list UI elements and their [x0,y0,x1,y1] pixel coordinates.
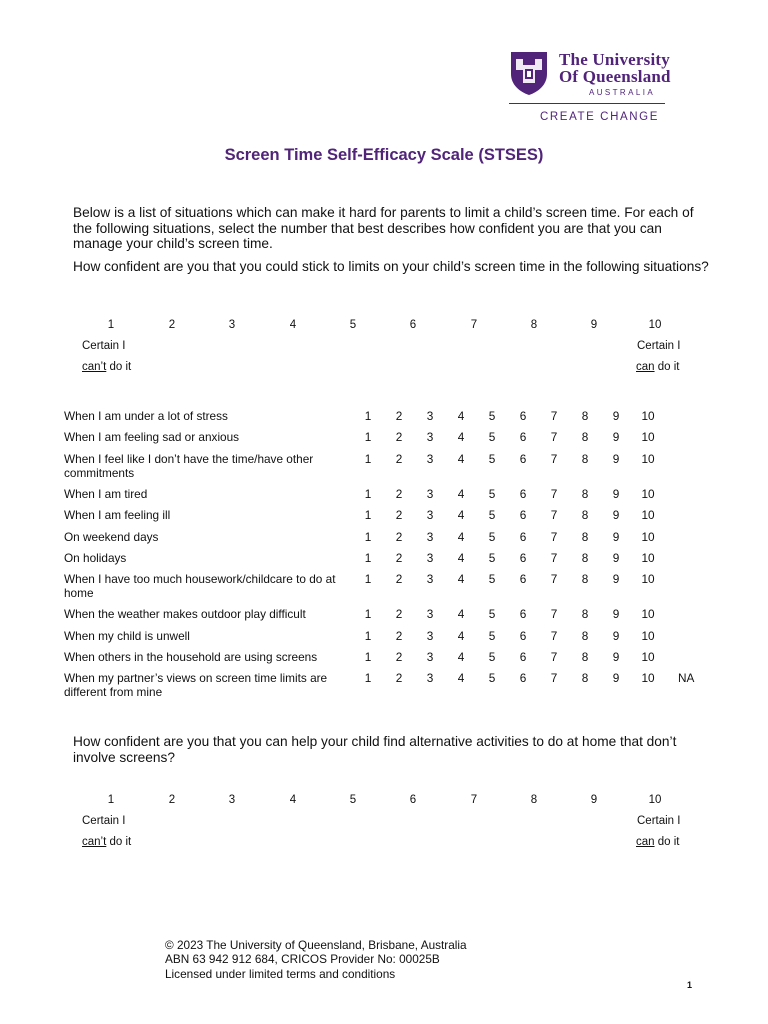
rating-option-8[interactable]: 8 [581,452,589,466]
rating-option-4[interactable]: 4 [457,607,465,621]
rating-option-1[interactable]: 1 [364,650,372,664]
rating-option-8[interactable]: 8 [581,487,589,501]
rating-option-9[interactable]: 9 [612,430,620,444]
rating-option-8[interactable]: 8 [581,430,589,444]
rating-option-9[interactable]: 9 [612,508,620,522]
scale2-number-9: 9 [590,794,598,806]
scale2-low-label-line2 [82,836,131,848]
rating-option-5[interactable]: 5 [488,409,496,423]
item-label: When I am feeling sad or anxious [64,430,240,444]
scale1-low-label-line2 [82,361,131,373]
rating-option-2[interactable]: 2 [395,452,403,466]
item-label: When I am under a lot of stress [64,409,228,423]
rating-option-5[interactable]: 5 [488,551,496,565]
scale1-number-7: 7 [470,319,478,331]
scale1-number-9: 9 [590,319,598,331]
rating-option-10[interactable]: 10 [641,530,655,544]
scale2-high-label-line1 [637,815,680,827]
scale2-number-4: 4 [289,794,297,806]
rating-option-3[interactable]: 3 [426,629,434,643]
rating-option-8[interactable]: 8 [581,409,589,423]
item-label: When the weather makes outdoor play difficult [64,607,306,621]
rating-option-8[interactable]: 8 [581,508,589,522]
scale1-low-label-line1 [82,340,125,352]
scale1-high-text: Certain I [637,340,681,352]
rating-option-4[interactable]: 4 [457,650,465,664]
item-label: On weekend days [64,530,159,544]
rating-option-7[interactable]: 7 [550,607,558,621]
rating-option-10[interactable]: 10 [641,671,655,685]
rating-option-9[interactable]: 9 [612,530,620,544]
scale2-number-5: 5 [349,794,357,806]
item-label: When my child is unwell [64,629,190,643]
intro-paragraph: Below is a list of situations which can make it hard for parents to limit a child’s screen time. For each of the following situations, select the number that best describes how confident you are that you can manage your child’s screen time. [73,205,694,252]
rating-option-1[interactable]: 1 [364,452,372,466]
rating-option-6[interactable]: 6 [519,629,527,643]
rating-option-1[interactable]: 1 [364,572,372,586]
rating-option-8[interactable]: 8 [581,607,589,621]
crest-icon [509,50,549,96]
rating-option-4[interactable]: 4 [457,452,465,466]
rating-option-8[interactable]: 8 [581,671,589,685]
item-label: When others in the household are using screens [64,650,318,664]
scale2-low-emphasis: can’t [82,836,107,848]
item-label: When I am feeling ill [64,508,171,522]
question-1: How confident are you that you could stick to limits on your child’s screen time in the following situations? [73,259,709,274]
rating-option-9[interactable]: 9 [612,551,620,565]
scale2-high-emphasis: can [636,836,655,848]
rating-option-6[interactable]: 6 [519,551,527,565]
rating-option-3[interactable]: 3 [426,551,434,565]
rating-option-6[interactable]: 6 [519,430,527,444]
rating-option-3[interactable]: 3 [426,409,434,423]
rating-option-1[interactable]: 1 [364,629,372,643]
scale2-high-rest: do it [654,836,680,848]
rating-option-2[interactable]: 2 [395,430,403,444]
rating-option-2[interactable]: 2 [395,607,403,621]
rating-option-5[interactable]: 5 [488,430,496,444]
rating-option-4[interactable]: 4 [457,430,465,444]
rating-option-6[interactable]: 6 [519,508,527,522]
rating-option-2[interactable]: 2 [395,508,403,522]
rating-option-1[interactable]: 1 [364,430,372,444]
logo-text-line1: The University [559,50,670,69]
rating-option-9[interactable]: 9 [612,607,620,621]
rating-option-3[interactable]: 3 [426,430,434,444]
item-label: On holidays [64,551,127,565]
rating-option-4[interactable]: 4 [457,409,465,423]
rating-option-9[interactable]: 9 [612,409,620,423]
rating-option-8[interactable]: 8 [581,551,589,565]
rating-option-2[interactable]: 2 [395,572,403,586]
rating-option-10[interactable]: 10 [641,650,655,664]
scale2-low-rest: do it [106,836,132,848]
scale2-number-10: 10 [648,794,662,806]
item-label: When my partner’s views on screen time limits are different from mine [64,671,328,699]
rating-option-3[interactable]: 3 [426,572,434,586]
rating-option-8[interactable]: 8 [581,530,589,544]
rating-option-8[interactable]: 8 [581,650,589,664]
rating-option-7[interactable]: 7 [550,487,558,501]
rating-option-2[interactable]: 2 [395,671,403,685]
rating-option-5[interactable]: 5 [488,650,496,664]
rating-option-10[interactable]: 10 [641,572,655,586]
logo-country: AUSTRALIA [589,88,656,97]
rating-option-5[interactable]: 5 [488,572,496,586]
rating-option-7[interactable]: 7 [550,409,558,423]
scale2-number-1: 1 [107,794,115,806]
scale1-low-rest: do it [106,361,132,373]
footer-copyright: © 2023 The University of Queensland, Brisbane, Australia [165,938,467,952]
scale1-high-label-line2 [636,361,679,373]
rating-option-5[interactable]: 5 [488,508,496,522]
rating-option-9[interactable]: 9 [612,671,620,685]
rating-option-10[interactable]: 10 [641,487,655,501]
rating-option-5[interactable]: 5 [488,607,496,621]
item-label: When I am tired [64,487,148,501]
rating-option-7[interactable]: 7 [550,629,558,643]
rating-option-9[interactable]: 9 [612,650,620,664]
rating-option-10[interactable]: 10 [641,629,655,643]
rating-option-6[interactable]: 6 [519,572,527,586]
scale2-high-text: Certain I [637,815,681,827]
rating-option-2[interactable]: 2 [395,409,403,423]
rating-option-5[interactable]: 5 [488,671,496,685]
rating-option-1[interactable]: 1 [364,607,372,621]
scale2-low-text: Certain I [82,815,126,827]
rating-option-10[interactable]: 10 [641,551,655,565]
rating-option-3[interactable]: 3 [426,508,434,522]
scale1-low-emphasis: can’t [82,361,107,373]
rating-option-3[interactable]: 3 [426,607,434,621]
rating-option-5[interactable]: 5 [488,487,496,501]
page-title: Screen Time Self-Efficacy Scale (STSES) [224,146,544,164]
scale1-high-rest: do it [654,361,680,373]
rating-option-7[interactable]: 7 [550,551,558,565]
rating-option-4[interactable]: 4 [457,487,465,501]
rating-option-2[interactable]: 2 [395,551,403,565]
scale2-number-3: 3 [228,794,236,806]
logo-text-line2: Of Queensland [559,67,671,86]
rating-option-8[interactable]: 8 [581,629,589,643]
scale1-number-4: 4 [289,319,297,331]
scale1-high-label-line1 [637,340,680,352]
rating-option-2[interactable]: 2 [395,650,403,664]
scale2-number-7: 7 [470,794,478,806]
rating-option-2[interactable]: 2 [395,487,403,501]
item-label: When I feel like I don’t have the time/have other commitments [64,452,314,480]
scale1-number-3: 3 [228,319,236,331]
rating-option-4[interactable]: 4 [457,508,465,522]
rating-option-7[interactable]: 7 [550,671,558,685]
rating-option-5[interactable]: 5 [488,452,496,466]
rating-option-10[interactable]: 10 [641,409,655,423]
rating-option-7[interactable]: 7 [550,430,558,444]
rating-option-6[interactable]: 6 [519,530,527,544]
rating-option-10[interactable]: 10 [641,452,655,466]
page-number: 1 [687,980,693,990]
rating-option-1[interactable]: 1 [364,530,372,544]
rating-option-1[interactable]: 1 [364,487,372,501]
rating-option-9[interactable]: 9 [612,487,620,501]
university-logo [509,50,697,126]
footer-license: Licensed under limited terms and conditions [165,966,396,981]
scale1-number-2: 2 [168,319,176,331]
logo-tagline: CREATE CHANGE [540,111,659,123]
scale1-number-8: 8 [530,319,538,331]
rating-option-1[interactable]: 1 [364,508,372,522]
na-option[interactable]: NA [678,671,695,685]
rating-option-7[interactable]: 7 [550,508,558,522]
rating-option-6[interactable]: 6 [519,452,527,466]
rating-option-1[interactable]: 1 [364,671,372,685]
rating-option-5[interactable]: 5 [488,629,496,643]
rating-option-3[interactable]: 3 [426,452,434,466]
rating-option-4[interactable]: 4 [457,551,465,565]
scale2-number-2: 2 [168,794,176,806]
rating-option-4[interactable]: 4 [457,671,465,685]
rating-option-3[interactable]: 3 [426,650,434,664]
rating-option-9[interactable]: 9 [612,572,620,586]
rating-option-5[interactable]: 5 [488,530,496,544]
scale2-number-6: 6 [409,794,417,806]
rating-option-7[interactable]: 7 [550,452,558,466]
rating-option-7[interactable]: 7 [550,572,558,586]
rating-option-4[interactable]: 4 [457,629,465,643]
scale1-number-6: 6 [409,319,417,331]
footer [165,938,467,981]
rating-option-7[interactable]: 7 [550,650,558,664]
rating-option-9[interactable]: 9 [612,452,620,466]
rating-option-1[interactable]: 1 [364,409,372,423]
rating-option-10[interactable]: 10 [641,607,655,621]
rating-option-7[interactable]: 7 [550,530,558,544]
rating-option-6[interactable]: 6 [519,607,527,621]
rating-option-9[interactable]: 9 [612,629,620,643]
scale1-number-10: 10 [648,319,662,331]
rating-option-10[interactable]: 10 [641,430,655,444]
question-2: How confident are you that you can help your child find alternative activities to do at home that don’t involve screens? [73,734,677,765]
rating-option-6[interactable]: 6 [519,671,527,685]
rating-option-1[interactable]: 1 [364,551,372,565]
scale1-number-5: 5 [349,319,357,331]
scale2-high-label-line2 [636,836,679,848]
footer-abn: ABN 63 942 912 684, CRICOS Provider No: 00025B [165,952,440,967]
scale1-low-text: Certain I [82,340,126,352]
rating-option-2[interactable]: 2 [395,530,403,544]
rating-option-3[interactable]: 3 [426,530,434,544]
scale1-number-1: 1 [107,319,115,331]
rating-option-3[interactable]: 3 [426,671,434,685]
logo-divider [509,103,665,104]
scale1-high-emphasis: can [636,361,655,373]
rating-option-6[interactable]: 6 [519,409,527,423]
rating-option-10[interactable]: 10 [641,508,655,522]
scale2-number-8: 8 [530,794,538,806]
scale2-low-label-line1 [82,815,125,827]
rating-option-3[interactable]: 3 [426,487,434,501]
rating-option-4[interactable]: 4 [457,530,465,544]
rating-option-6[interactable]: 6 [519,487,527,501]
rating-option-8[interactable]: 8 [581,572,589,586]
item-label: When I have too much housework/childcare to do at home [64,572,336,600]
rating-option-2[interactable]: 2 [395,629,403,643]
rating-option-4[interactable]: 4 [457,572,465,586]
rating-option-6[interactable]: 6 [519,650,527,664]
